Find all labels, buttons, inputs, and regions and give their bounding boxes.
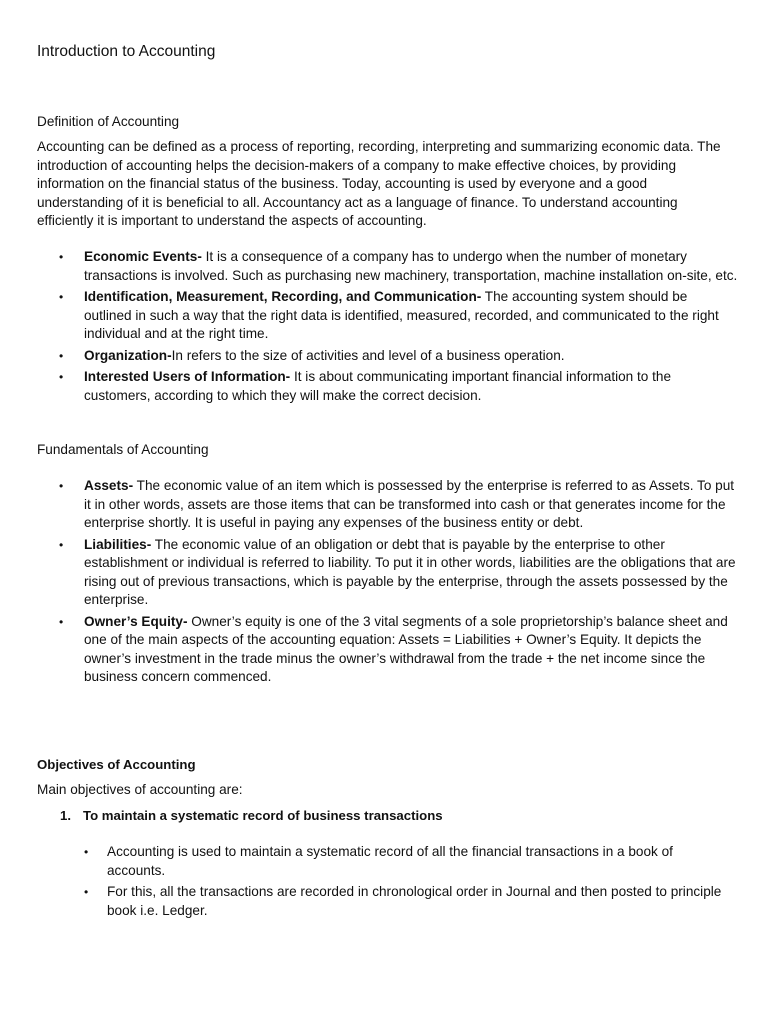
list-item bbox=[0, 883, 768, 920]
item-text: Accounting is used to maintain a systematic record of all the financial transactions in a book of accounts. bbox=[107, 844, 673, 878]
bullet-icon: • bbox=[59, 537, 64, 552]
document-title: Introduction to Accounting bbox=[37, 43, 216, 60]
definition-paragraph: Accounting can be defined as a process of reporting, recording, interpreting and summarizing economic data. The introduction of accounting helps the decision-makers of a company to make effective choices, by providing information on the financial status of the business. Today, accounting is used by everyone and a good understanding of it is beneficial to all. Accountancy act as a language of finance. To understand accounting efficiently it is important to understand the aspects of accounting. bbox=[37, 139, 721, 228]
definition-bullet-list bbox=[0, 248, 768, 408]
numbered-item bbox=[60, 807, 443, 826]
item-term: Economic Events- bbox=[84, 249, 202, 264]
item-text: Owner’s equity is one of the 3 vital segments of a sole proprietorship’s balance sheet and one of the main aspects of the accounting equation: Assets = Liabilities + Owner’s Equity. It depicts the owner’s investment in the trade minus the owner’s withdrawal from the trade + the net income since the business concern commenced. bbox=[84, 613, 728, 684]
definition-heading: Definition of Accounting bbox=[37, 114, 180, 129]
item-text: The economic value of an item which is possessed by the enterprise is referred to as Assets. To put it in other words, assets are those items that can be transformed into cash or that generates income for the enterprise shortly. It is useful in paying any expenses of the business entity or debt. bbox=[84, 478, 735, 530]
list-item bbox=[0, 613, 768, 687]
fundamentals-bullet-list bbox=[0, 477, 768, 690]
item-term: Liabilities- bbox=[84, 536, 152, 552]
item-text: The accounting system should be outlined in such a way that the right data is identified, measured, recorded, and communicated to the right individual and at the right time. bbox=[84, 289, 719, 341]
item-number: 1. bbox=[60, 808, 71, 823]
item-text: For this, all the transactions are recorded in chronological order in Journal and then posted to principle book i.e. Ledger. bbox=[107, 884, 722, 918]
fundamentals-heading: Fundamentals of Accounting bbox=[37, 442, 209, 457]
bullet-icon: • bbox=[59, 250, 64, 264]
bullet-icon: • bbox=[59, 614, 64, 629]
list-item bbox=[0, 536, 768, 610]
bullet-icon: • bbox=[59, 479, 64, 493]
item-term: Assets- bbox=[84, 478, 134, 493]
objectives-intro: Main objectives of accounting are: bbox=[37, 782, 243, 797]
list-item bbox=[0, 288, 768, 344]
item-term: Owner’s Equity- bbox=[84, 613, 188, 629]
item-term: Identification, Measurement, Recording, and Communication- bbox=[84, 289, 482, 304]
bullet-icon: • bbox=[59, 290, 64, 304]
bullet-icon: • bbox=[59, 348, 64, 363]
list-item bbox=[0, 347, 768, 366]
bullet-icon: • bbox=[59, 370, 64, 384]
bullet-icon: • bbox=[84, 845, 89, 859]
list-item bbox=[0, 248, 768, 285]
item-text: In refers to the size of activities and level of a business operation. bbox=[171, 347, 565, 363]
list-item bbox=[0, 477, 768, 533]
objectives-heading: Objectives of Accounting bbox=[37, 757, 196, 772]
item-text: The economic value of an obligation or debt that is payable by the enterprise to other establishment or individual is referred to liability. To put it in other words, liabilities are the obligations that are rising out of previous transactions, which is payable by the enterprise, through the assets possessed by the enterprise. bbox=[84, 536, 736, 607]
bullet-icon: • bbox=[84, 885, 89, 899]
objectives-sub-bullet-list bbox=[0, 843, 768, 923]
list-item bbox=[0, 368, 768, 405]
item-term: Interested Users of Information- bbox=[84, 369, 291, 384]
item-term: Organization- bbox=[84, 347, 172, 363]
item-text: To maintain a systematic record of business transactions bbox=[83, 808, 443, 823]
item-text: It is a consequence of a company has to undergo when the number of monetary transactions is involved. Such as purchasing new machinery, transportation, machine installation on-site, etc. bbox=[84, 249, 738, 283]
item-text: It is about communicating important financial information to the customers, according to which they will make the correct decision. bbox=[84, 369, 672, 403]
list-item bbox=[0, 843, 768, 880]
